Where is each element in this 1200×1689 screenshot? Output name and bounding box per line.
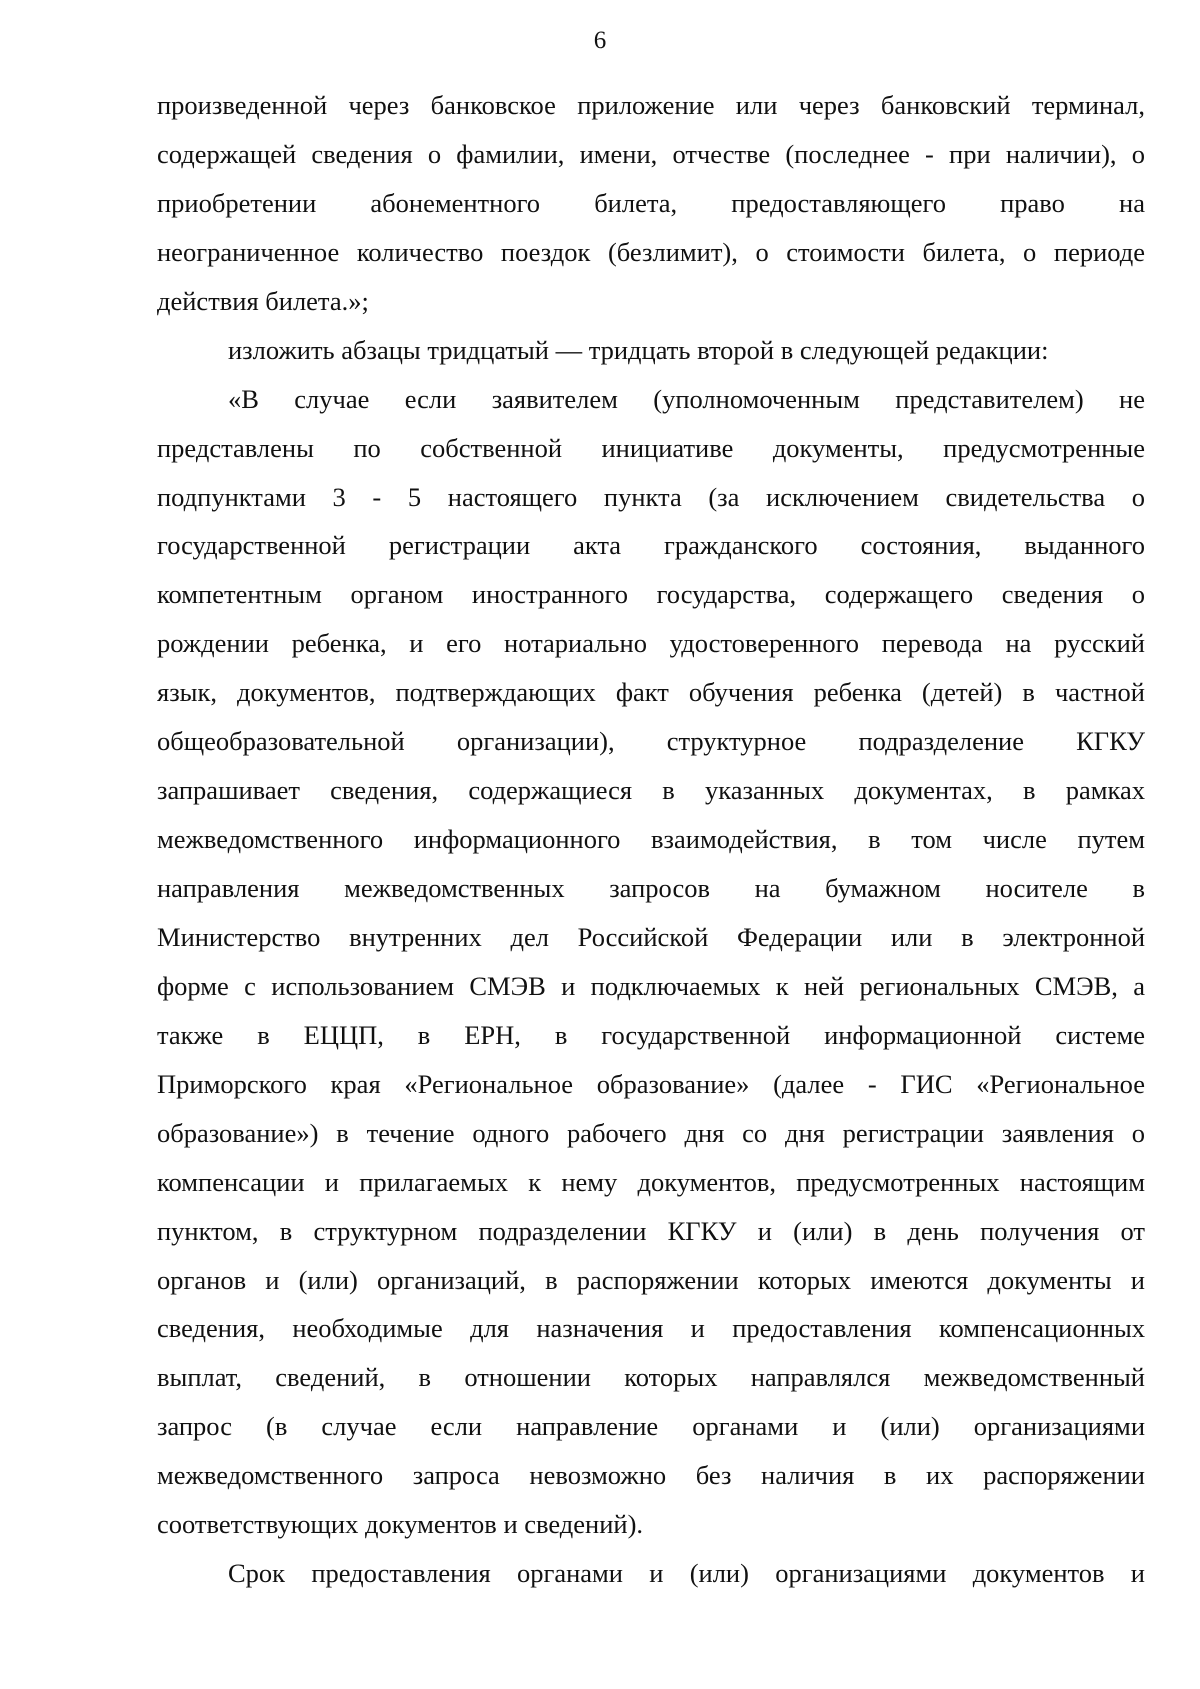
text-line: запрос (в случае если направление органами и (или) организациями — [157, 1411, 1145, 1442]
text-line: органов и (или) организаций, в распоряжении которых имеются документы и — [157, 1264, 1145, 1295]
text-line: межведомственного запроса невозможно без наличия в их распоряжении — [157, 1460, 1145, 1491]
document-body — [157, 81, 1145, 1598]
page-number: 6 — [593, 27, 607, 54]
text-line: Приморского края «Региональное образование» (далее - ГИС «Региональное — [157, 1068, 1145, 1099]
text-line: действия билета.»; — [157, 285, 369, 316]
text-line: произведенной через банковское приложение или через банковский терминал, — [157, 90, 1145, 120]
text-line: Срок предоставления органами и (или) организациями документов и — [228, 1558, 1145, 1589]
paragraph-amendment-instruction — [157, 326, 1145, 375]
text-line: изложить абзацы тридцатый — тридцать второй в следующей редакции: — [228, 334, 1049, 365]
paragraph-ticket-info — [157, 81, 1145, 326]
text-line: язык, документов, подтверждающих факт обучения ребенка (детей) в частной — [157, 677, 1145, 708]
text-line: подпунктами 3 - 5 настоящего пункта (за исключением свидетельства о — [157, 481, 1145, 512]
text-line: форме с использованием СМЭВ и подключаемых к ней региональных СМЭВ, а — [157, 970, 1145, 1001]
text-line: направления межведомственных запросов на бумажном носителе в — [157, 873, 1145, 903]
text-line: компенсации и прилагаемых к нему документов, предусмотренных настоящим — [157, 1166, 1145, 1197]
text-line: приобретении абонементного билета, предоставляющего право на — [157, 187, 1145, 218]
text-line: рождении ребенка, и его нотариально удостоверенного перевода на русский — [157, 628, 1145, 659]
text-line: государственной регистрации акта гражданского состояния, выданного — [157, 530, 1145, 561]
text-line: межведомственного информационного взаимодействия, в том числе путем — [157, 824, 1145, 855]
paragraph-submission-deadline — [157, 1549, 1145, 1598]
text-line: представлены по собственной инициативе документы, предусмотренные — [157, 432, 1145, 463]
text-line: компетентным органом иностранного государства, содержащего сведения о — [157, 579, 1145, 610]
text-line: запрашивает сведения, содержащиеся в указанных документах, в рамках — [157, 775, 1145, 806]
paragraph-interagency-request — [157, 375, 1145, 1550]
text-line: общеобразовательной организации), структурное подразделение КГКУ — [157, 726, 1145, 757]
text-line: выплат, сведений, в отношении которых направлялся межведомственный — [157, 1362, 1145, 1393]
text-line: также в ЕЦЦП, в ЕРН, в государственной информационной системе — [157, 1019, 1145, 1050]
text-line: пунктом, в структурном подразделении КГКУ и (или) в день получения от — [157, 1215, 1145, 1246]
text-line: образование») в течение одного рабочего дня со дня регистрации заявления о — [157, 1117, 1145, 1148]
text-line: «В случае если заявителем (уполномоченным представителем) не — [228, 383, 1145, 414]
text-line: содержащей сведения о фамилии, имени, отчестве (последнее - при наличии), о — [157, 138, 1145, 169]
text-line: Министерство внутренних дел Российской Федерации или в электронной — [157, 921, 1145, 952]
text-line: сведения, необходимые для назначения и предоставления компенсационных — [157, 1313, 1145, 1344]
text-line: неограниченное количество поездок (безлимит), о стоимости билета, о периоде — [157, 236, 1145, 267]
text-line: соответствующих документов и сведений). — [157, 1509, 644, 1540]
